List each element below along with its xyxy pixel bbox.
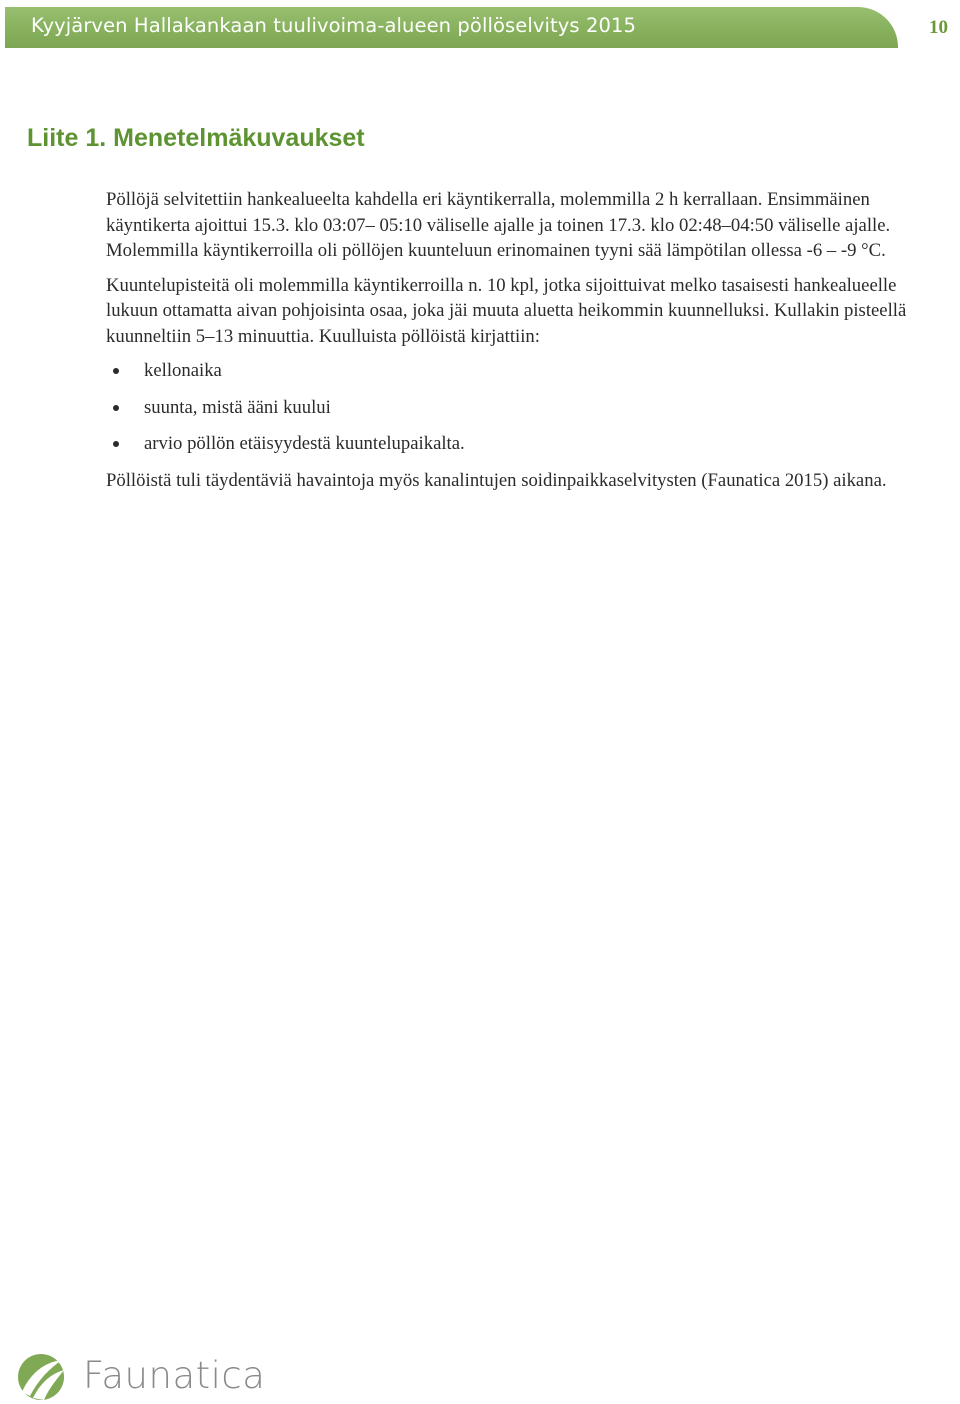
bullet-icon: [113, 405, 119, 411]
list-item-text: suunta, mistä ääni kuului: [144, 396, 331, 418]
paragraph-additional-observations: Pöllöistä tuli täydentäviä havaintoja myös kanalintujen soidinpaikkaselvitysten (Faunatica 2015) aikana.: [106, 469, 887, 491]
bullet-icon: [113, 441, 119, 447]
list-item-text: kellonaika: [144, 360, 222, 381]
faunatica-leaf-icon: [16, 1352, 66, 1402]
list-item: [106, 395, 936, 421]
list-item: [106, 358, 936, 384]
page-number: 10: [929, 17, 948, 38]
paragraph-visits: Pöllöjä selvitettiin hankealueelta kahdella eri käyntikerralla, molemmilla 2 h kerrallaan. Ensimmäinen käyntikerta ajoittui 15.3. klo 03:07– 05:10 väliselle ajalle ja toinen 17.3. klo 02:48–04:50 väliselle ajalle. Molemmilla käyntikerroilla oli pöllöjen kuunteluun erinomainen tyyni sää lämpötilan ollessa -6 – -9 °C.: [106, 189, 891, 261]
faunatica-logo: [16, 1352, 276, 1402]
list-item-text: arvio pöllön etäisyydestä kuuntelupaikalta.: [144, 433, 465, 454]
recorded-items-list: [106, 358, 936, 457]
body-content: [106, 187, 936, 502]
paragraph-listening-points: Kuuntelupisteitä oli molemmilla käyntikerroilla n. 10 kpl, jotka sijoittuivat melko tasaisesti hankealueelle lukuun ottamatta aivan pohjoisinta osaa, joka jäi muuta aluetta heikommin kuunnelluksi. Kullakin pisteellä kuunneltiin 5–13 minuuttia. Kuulluista pöllöistä kirjattiin:: [106, 274, 907, 347]
bullet-icon: [113, 368, 119, 374]
document-header-title: Kyyjärven Hallakankaan tuulivoima-alueen pöllöselvitys 2015: [31, 14, 637, 37]
appendix-title: Liite 1. Menetelmäkuvaukset: [27, 124, 365, 152]
list-item: [106, 431, 936, 457]
faunatica-wordmark: Faunatica: [83, 1354, 266, 1397]
